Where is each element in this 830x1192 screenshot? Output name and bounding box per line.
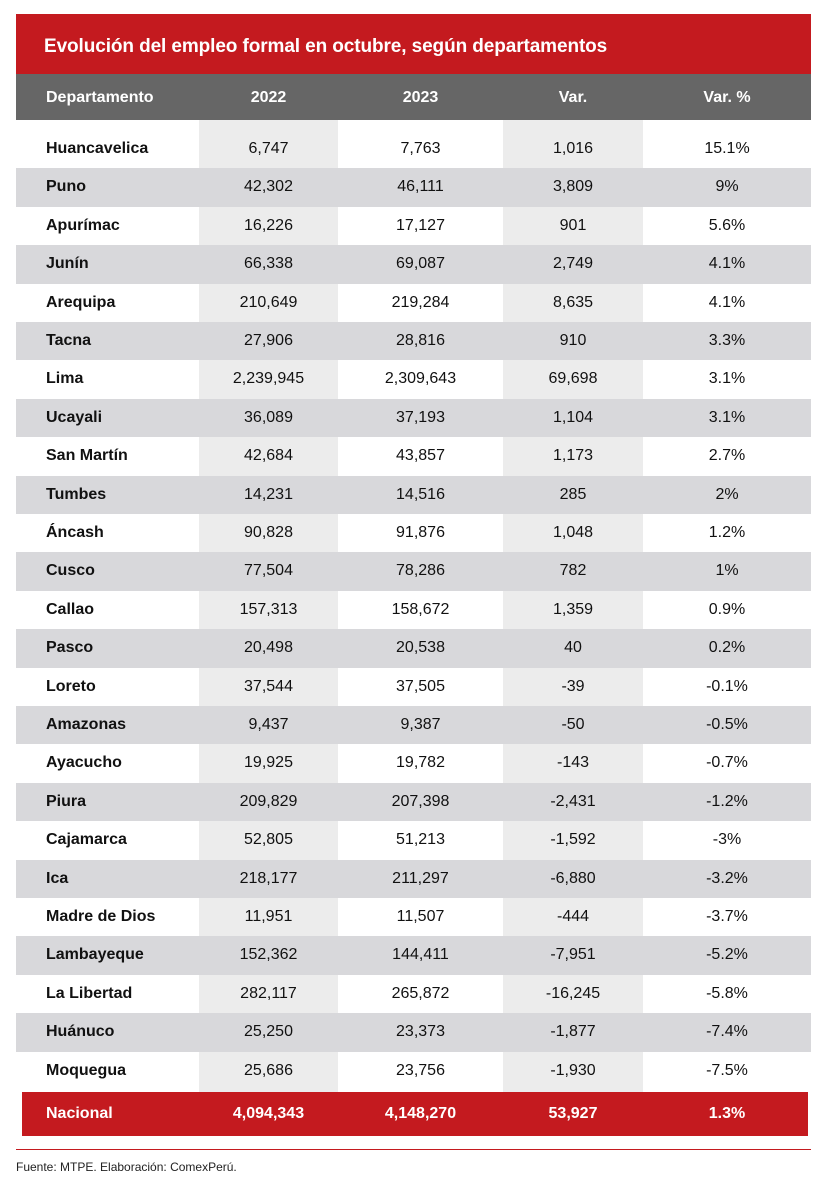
cell-2022: 42,302 <box>244 178 293 196</box>
table-row <box>16 360 811 398</box>
cell-2023: 207,398 <box>391 792 450 810</box>
cell-2023: 78,286 <box>396 562 445 580</box>
cell-departamento: Puno <box>46 178 86 196</box>
table-row <box>16 975 811 1013</box>
cell-departamento: Callao <box>46 600 95 618</box>
cell-var-pct: -0.5% <box>706 716 748 733</box>
cell-2023: 19,782 <box>396 754 445 772</box>
cell-2022: 66,338 <box>244 255 293 273</box>
cell-var: -444 <box>556 908 590 925</box>
cell-2022: 209,829 <box>239 792 298 810</box>
table-row <box>16 130 811 168</box>
cell-departamento: Áncash <box>46 524 104 541</box>
cell-2022: 11,951 <box>244 908 293 925</box>
table-row <box>16 1052 811 1090</box>
cell-2023: 9,387 <box>400 716 441 733</box>
cell-departamento: La Libertad <box>46 984 133 1002</box>
cell-2023: 91,876 <box>396 524 445 541</box>
cell-2022: 210,649 <box>239 293 298 311</box>
cell-departamento: Lambayeque <box>46 946 144 964</box>
header-2023: 2023 <box>402 89 439 106</box>
table-row <box>16 591 811 629</box>
cell-var: -143 <box>556 754 590 772</box>
cell-var: 3,809 <box>552 178 594 196</box>
cell-departamento: Cajamarca <box>46 831 127 849</box>
total-row <box>22 1092 808 1136</box>
cell-2023: 23,373 <box>396 1023 445 1041</box>
cell-2022: 157,313 <box>239 600 298 618</box>
header-departamento: Departamento <box>46 89 154 106</box>
cell-var: -1,877 <box>550 1023 596 1041</box>
cell-2022: 152,362 <box>239 946 298 964</box>
cell-var-pct: -0.7% <box>706 754 748 772</box>
cell-var-pct: -3% <box>712 831 742 849</box>
table-row <box>16 783 811 821</box>
cell-2023: 17,127 <box>396 216 445 234</box>
cell-var-pct: 2.7% <box>708 447 746 465</box>
cell-departamento: Cusco <box>46 562 95 580</box>
total-label: Nacional <box>46 1105 113 1122</box>
cell-2022: 37,544 <box>244 677 293 695</box>
table-title: Evolución del empleo formal en octubre, según departamentos <box>16 14 811 74</box>
cell-2023: 43,857 <box>396 447 445 465</box>
cell-2023: 219,284 <box>391 293 450 311</box>
table-row <box>16 437 811 475</box>
cell-2023: 51,213 <box>396 831 445 849</box>
cell-var: 901 <box>559 216 587 234</box>
cell-var-pct: 3.1% <box>708 370 746 388</box>
table-row <box>16 860 811 898</box>
cell-var-pct: -5.8% <box>706 984 748 1002</box>
cell-var: 2,749 <box>552 255 594 273</box>
table-row <box>16 245 811 283</box>
cell-departamento: Huánuco <box>46 1023 115 1041</box>
cell-var-pct: -1.2% <box>706 792 748 810</box>
table-row <box>16 668 811 706</box>
cell-var-pct: 4.1% <box>708 255 746 273</box>
table-row <box>16 476 811 514</box>
cell-departamento: Madre de Dios <box>46 908 156 925</box>
cell-var-pct: -5.2% <box>706 946 748 964</box>
table-row <box>16 936 811 974</box>
cell-2023: 11,507 <box>396 908 445 925</box>
cell-departamento: Apurímac <box>46 216 120 234</box>
header-var-pct: Var. % <box>703 89 751 106</box>
table-row <box>16 706 811 744</box>
cell-departamento: Ayacucho <box>46 754 122 772</box>
table-row <box>16 629 811 667</box>
cell-var-pct: -7.5% <box>706 1061 748 1079</box>
table-row <box>16 399 811 437</box>
cell-departamento: San Martín <box>46 447 128 465</box>
cell-2022: 27,906 <box>244 332 293 349</box>
cell-departamento: Pasco <box>46 639 94 657</box>
cell-var-pct: -7.4% <box>706 1023 748 1041</box>
cell-var-pct: 3.3% <box>708 332 746 349</box>
cell-var: -7,951 <box>550 946 596 964</box>
total-2023: 4,148,270 <box>384 1105 457 1122</box>
cell-var: 910 <box>559 332 587 349</box>
cell-departamento: Huancavelica <box>46 140 149 157</box>
cell-var-pct: 1% <box>715 562 739 580</box>
table-row <box>16 168 811 206</box>
cell-2022: 77,504 <box>244 562 293 580</box>
cell-departamento: Loreto <box>46 677 96 695</box>
cell-var-pct: 3.1% <box>708 408 746 426</box>
cell-departamento: Amazonas <box>46 716 127 733</box>
cell-departamento: Ica <box>46 869 69 887</box>
cell-departamento: Arequipa <box>46 293 116 311</box>
cell-var: -2,431 <box>550 792 596 810</box>
cell-var-pct: -0.1% <box>706 677 748 695</box>
cell-2022: 282,117 <box>240 984 297 1002</box>
cell-var: -6,880 <box>550 869 596 887</box>
cell-var: 40 <box>564 639 582 657</box>
cell-2022: 90,828 <box>244 524 293 541</box>
cell-2022: 25,250 <box>244 1023 293 1041</box>
cell-2022: 2,239,945 <box>232 370 305 388</box>
cell-var-pct: 1.2% <box>708 524 746 541</box>
cell-departamento: Moquegua <box>46 1061 126 1079</box>
cell-var: 285 <box>559 485 587 503</box>
cell-2023: 2,309,643 <box>384 370 457 388</box>
cell-var-pct: 9% <box>715 178 739 196</box>
table-body <box>16 120 811 1092</box>
cell-2022: 52,805 <box>244 831 293 849</box>
cell-var-pct: 0.9% <box>708 600 746 618</box>
cell-var-pct: 4.1% <box>708 293 746 311</box>
table-header <box>16 74 811 120</box>
cell-var: 8,635 <box>552 293 594 311</box>
cell-2023: 28,816 <box>396 332 445 349</box>
cell-2022: 36,089 <box>244 408 293 426</box>
cell-2023: 46,111 <box>397 178 444 196</box>
cell-2022: 20,498 <box>244 639 293 657</box>
cell-2022: 9,437 <box>248 716 289 733</box>
table-row <box>16 552 811 590</box>
table-row <box>16 744 811 782</box>
cell-2022: 14,231 <box>244 485 293 503</box>
cell-2023: 23,756 <box>396 1061 445 1079</box>
total-2022: 4,094,343 <box>232 1105 305 1122</box>
footer-rule <box>16 1149 811 1150</box>
header-var: Var. <box>558 89 588 106</box>
cell-2023: 158,672 <box>391 600 450 618</box>
cell-var: 1,359 <box>552 600 594 618</box>
cell-departamento: Piura <box>46 792 87 810</box>
table-row <box>16 322 811 360</box>
header-2022: 2022 <box>250 89 287 106</box>
cell-departamento: Tumbes <box>46 485 107 503</box>
cell-var: -50 <box>561 716 585 733</box>
table-row <box>16 207 811 245</box>
source-note: Fuente: MTPE. Elaboración: ComexPerú. <box>16 1160 237 1174</box>
total-var: 53,927 <box>548 1105 598 1122</box>
cell-2023: 14,516 <box>396 485 445 503</box>
cell-var: 1,104 <box>552 408 594 426</box>
table-row <box>16 1013 811 1051</box>
cell-departamento: Ucayali <box>46 408 103 426</box>
cell-var: -39 <box>561 677 585 695</box>
cell-var-pct: -3.2% <box>706 869 748 887</box>
cell-2022: 218,177 <box>239 869 298 887</box>
cell-var: -16,245 <box>545 984 601 1002</box>
cell-var-pct: 2% <box>715 485 739 503</box>
table-row <box>16 514 811 552</box>
cell-2023: 37,505 <box>396 677 445 695</box>
cell-var: 1,173 <box>552 447 594 465</box>
cell-2023: 20,538 <box>396 639 445 657</box>
cell-var: 69,698 <box>548 370 598 388</box>
cell-var: 1,016 <box>552 140 594 157</box>
cell-var-pct: 15.1% <box>704 140 750 157</box>
cell-var: -1,592 <box>550 831 596 849</box>
cell-2023: 144,411 <box>392 946 449 964</box>
cell-var-pct: 0.2% <box>708 639 746 657</box>
cell-2022: 6,747 <box>248 140 289 157</box>
cell-var-pct: -3.7% <box>706 908 748 925</box>
cell-2022: 19,925 <box>244 754 293 772</box>
total-var-pct: 1.3% <box>708 1105 746 1122</box>
cell-departamento: Lima <box>46 370 84 388</box>
cell-2023: 265,872 <box>391 984 450 1002</box>
cell-departamento: Tacna <box>46 332 92 349</box>
cell-var: 1,048 <box>552 524 594 541</box>
cell-departamento: Junín <box>46 255 89 273</box>
table-row <box>16 821 811 859</box>
table-row <box>16 898 811 936</box>
cell-2022: 16,226 <box>244 216 293 234</box>
cell-2022: 42,684 <box>244 447 293 465</box>
cell-2023: 7,763 <box>400 140 441 157</box>
cell-var: -1,930 <box>550 1061 596 1079</box>
cell-var-pct: 5.6% <box>708 216 746 234</box>
cell-2023: 211,297 <box>392 869 449 887</box>
table-row <box>16 284 811 322</box>
cell-var: 782 <box>559 562 587 580</box>
cell-2022: 25,686 <box>244 1061 293 1079</box>
cell-2023: 69,087 <box>396 255 445 273</box>
cell-2023: 37,193 <box>396 408 445 426</box>
